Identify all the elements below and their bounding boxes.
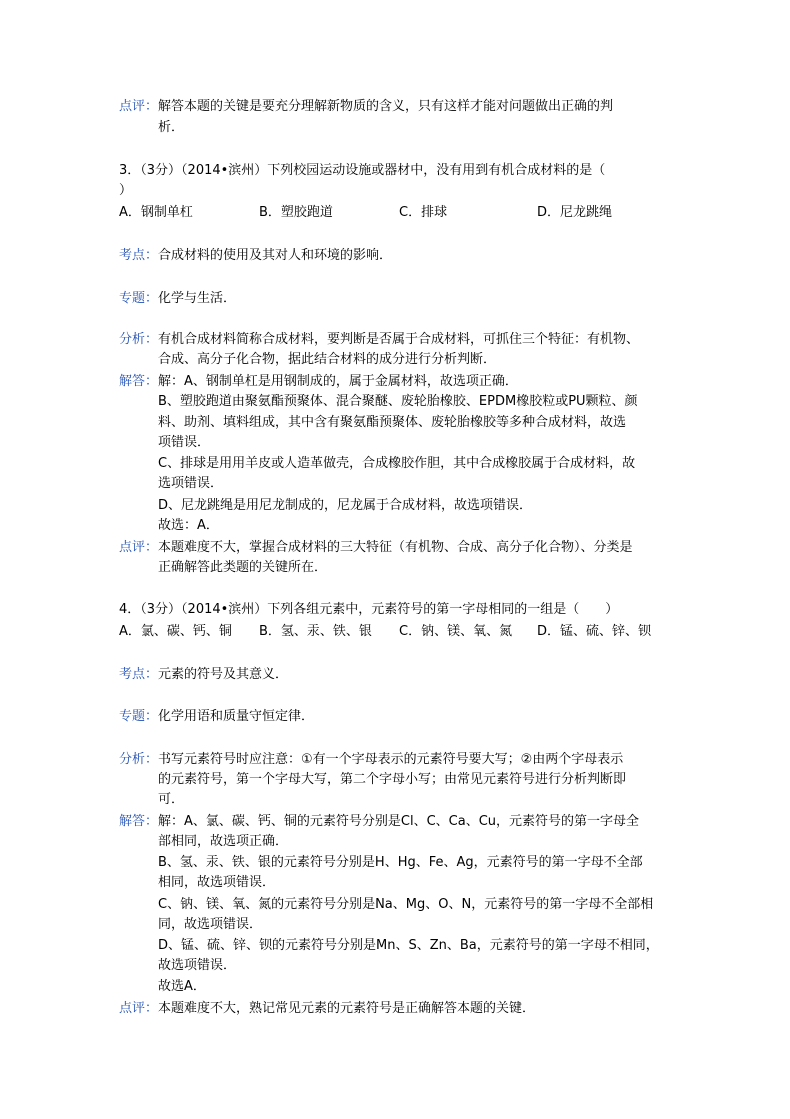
dianping-text: 正确解答此类题的关键所在． [158,560,328,575]
fenxi-text: 合成、高分子化合物，据此结合材料的成分进行分析判断． [158,352,497,367]
jieda-text: D、尼龙跳绳是用尼龙制成的，尼龙属于合成材料，故选项错误． [158,498,533,513]
kaodian-label: 考点： [119,248,159,263]
question-3-option-d: D．尼龙跳绳 [537,205,613,220]
kaodian-text: 元素的符号及其意义． [158,667,289,682]
kaodian-label: 考点： [119,667,159,682]
jieda-label: 解答： [119,374,159,389]
jieda-text: 料、助剂、填料组成，其中含有聚氨酯预聚体、废轮胎橡胶等多种合成材料，故选 [158,415,627,430]
fenxi-text: 有机合成材料简称合成材料，要判断是否属于合成材料，可抓住三个特征：有机物、 [158,332,640,347]
question-4-option-c: C．钠、镁、氧、氮 [399,624,513,639]
question-3-stem: 3．（3分）（2014•滨州）下列校园运动设施或器材中，没有用到有机合成材料的是（ [119,163,606,178]
jieda-label: 解答： [119,814,159,829]
zhuanti-label: 专题： [119,709,159,724]
fenxi-text: 书写元素符号时应注意：①有一个字母表示的元素符号要大写；②由两个字母表示 [158,752,624,767]
fenxi-label: 分析： [119,752,159,767]
question-3-option-b: B．塑胶跑道 [259,205,333,220]
fenxi-label: 分析： [119,332,159,347]
comment-label: 点评： [119,99,159,114]
zhuanti-label: 专题： [119,291,159,306]
question-4-option-a: A．氯、碳、钙、铜 [119,624,232,639]
jieda-text: 部相同，故选项正确． [158,834,289,849]
jieda-text: D、锰、硫、锌、钡的元素符号分别是Mn、S、Zn、Ba，元素符号的第一字母不相同， [158,938,659,953]
dianping-text: 本题难度不大，掌握合成材料的三大特征（有机物、合成、高分子化合物）、分类是 [158,540,633,555]
question-3-option-c: C．排球 [399,205,448,220]
question-4-option-d: D．锰、硫、锌、钡 [537,624,652,639]
zhuanti-text: 化学与生活． [158,291,237,306]
jieda-text: 同，故选项错误． [158,917,263,932]
question-3-option-a: A．钢制单杠 [119,205,193,220]
jieda-text: 解：A、钢制单杠是用钢制成的，属于金属材料，故选项正确． [158,374,518,389]
jieda-text: 相同，故选项错误． [158,875,276,890]
dianping-label: 点评： [119,1001,159,1016]
fenxi-text: 的元素符号，第一个字母大写，第二个字母小写；由常见元素符号进行分析判断即 [158,772,627,787]
dianping-label: 点评： [119,540,159,555]
question-4-option-b: B．氢、汞、铁、银 [259,624,372,639]
question-3-stem-cont: ） [119,183,133,198]
jieda-text: 选项错误． [158,476,224,491]
fenxi-text: 可． [158,792,185,807]
jieda-text: 解：A、氯、碳、钙、铜的元素符号分别是Cl、C、Ca、Cu，元素符号的第一字母全 [158,814,640,829]
jieda-text: B、塑胶跑道由聚氨酯预聚体、混合聚醚、废轮胎橡胶、EPDM橡胶粒或PU颗粒、颜 [158,394,638,409]
jieda-text: 故选：A． [158,518,219,533]
kaodian-text: 合成材料的使用及其对人和环境的影响． [158,248,393,263]
comment-text: 解答本题的关键是要充分理解新物质的含义，只有这样才能对问题做出正确的判 [158,99,614,114]
jieda-text: 故选A． [158,979,206,994]
zhuanti-text: 化学用语和质量守恒定律． [158,709,315,724]
jieda-text: 故选项错误． [158,958,237,973]
jieda-text: C、钠、镁、氧、氮的元素符号分别是Na、Mg、O、N，元素符号的第一字母不全部相 [158,897,654,912]
dianping-text: 本题难度不大，熟记常见元素的元素符号是正确解答本题的关键． [158,1001,536,1016]
comment-text: 析． [158,120,185,135]
jieda-text: C、排球是用用羊皮或人造革做壳，合成橡胶作胆，其中合成橡胶属于合成材料，故 [158,456,636,471]
jieda-text: B、氢、汞、铁、银的元素符号分别是H、Hg、Fe、Ag，元素符号的第一字母不全部 [158,855,643,870]
question-4-stem: 4．（3分）（2014•滨州）下列各组元素中，元素符号的第一字母相同的一组是（ ） [119,602,619,617]
jieda-text: 项错误． [158,435,211,450]
